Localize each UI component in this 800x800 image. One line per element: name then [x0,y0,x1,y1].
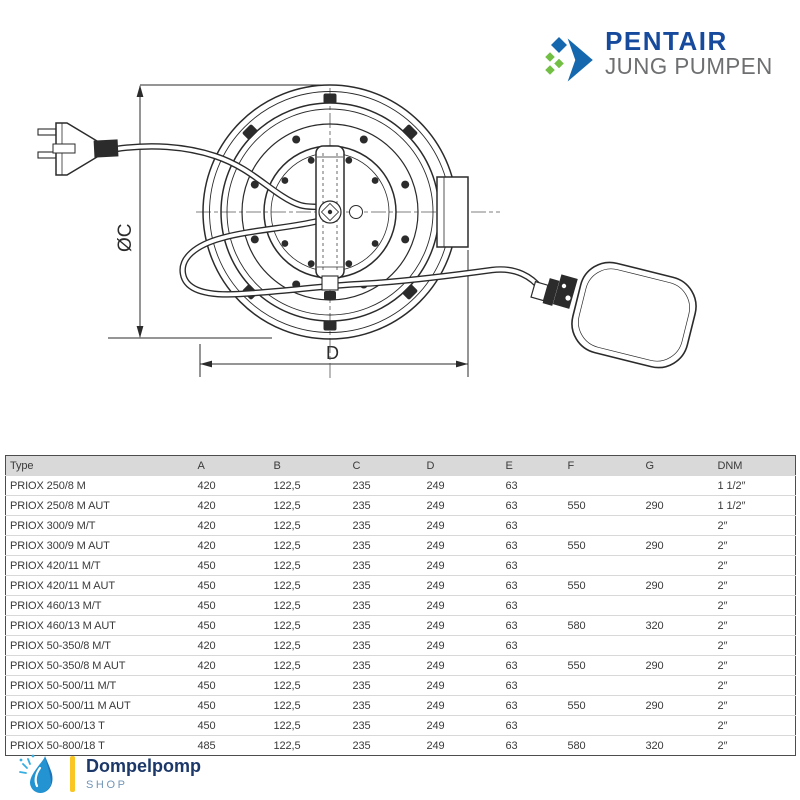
dimensions-table [5,455,796,756]
table-row [6,596,796,616]
value-cell: 290 [645,499,664,512]
discharge-outlet [437,177,468,247]
dim-label-d: D [326,343,339,363]
type-cell: PRIOX 50-500/11 M AUT [10,699,131,712]
table-row [6,636,796,656]
value-cell: 420 [197,519,216,532]
value-cell: 249 [426,539,445,552]
value-cell: 580 [567,619,586,632]
value-cell: 249 [426,499,445,512]
value-cell: 2″ [717,699,728,712]
value-cell: 63 [505,579,518,592]
value-cell: 249 [426,519,445,532]
value-cell: 63 [505,559,518,572]
value-cell: 249 [426,619,445,632]
value-cell: 550 [567,579,586,592]
value-cell: 2″ [717,679,728,692]
type-cell: PRIOX 420/11 M AUT [10,579,115,592]
value-cell: 122,5 [273,679,301,692]
value-cell: 249 [426,479,445,492]
column-header: B [270,456,349,476]
value-cell: 2″ [717,559,728,572]
value-cell: 122,5 [273,719,301,732]
column-header: DNM [714,456,796,476]
shop-subtitle: SHOP [86,778,128,791]
value-cell: 420 [197,479,216,492]
mains-plug [38,123,118,175]
value-cell: 320 [645,739,664,752]
value-cell: 63 [505,679,518,692]
column-header: A [194,456,270,476]
value-cell: 420 [197,639,216,652]
value-cell: 420 [197,539,216,552]
type-cell: PRIOX 50-350/8 M/T [10,639,111,652]
value-cell: 235 [352,619,371,632]
table-header-row [6,456,796,476]
type-cell: PRIOX 300/9 M/T [10,519,96,532]
column-header: E [502,456,564,476]
value-cell: 63 [505,599,518,612]
type-cell: PRIOX 300/9 M AUT [10,539,110,552]
value-cell: 122,5 [273,519,301,532]
value-cell: 249 [426,679,445,692]
value-cell: 450 [197,619,216,632]
value-cell [564,716,642,736]
value-cell [564,556,642,576]
table-row [6,476,796,496]
value-cell: 63 [505,479,518,492]
value-cell: 63 [505,539,518,552]
value-cell: 63 [505,639,518,652]
value-cell [564,476,642,496]
value-cell: 122,5 [273,499,301,512]
value-cell [642,596,714,616]
lifting-handle [316,146,344,300]
value-cell [564,676,642,696]
value-cell: 2″ [717,719,728,732]
type-cell: PRIOX 460/13 M AUT [10,619,116,632]
logo-divider-bar [70,756,75,792]
value-cell: 235 [352,659,371,672]
value-cell: 450 [197,579,216,592]
value-cell: 235 [352,479,371,492]
value-cell: 235 [352,699,371,712]
float-switch [566,256,703,374]
shop-name: Dompelpomp [86,756,201,777]
type-cell: PRIOX 460/13 M/T [10,599,102,612]
value-cell: 63 [505,519,518,532]
value-cell: 235 [352,579,371,592]
value-cell: 122,5 [273,579,301,592]
pentair-wordmark [605,28,778,78]
brand-subtitle: JUNG PUMPEN [605,53,773,79]
value-cell: 320 [645,619,664,632]
value-cell: 122,5 [273,739,301,752]
value-cell: 235 [352,679,371,692]
value-cell: 2″ [717,579,728,592]
value-cell: 249 [426,639,445,652]
value-cell [564,636,642,656]
value-cell: 2″ [717,599,728,612]
value-cell: 122,5 [273,619,301,632]
value-cell: 235 [352,539,371,552]
column-header: G [642,456,714,476]
value-cell: 1 1/2″ [717,499,746,512]
value-cell: 450 [197,719,216,732]
value-cell: 2″ [717,539,728,552]
value-cell: 235 [352,519,371,532]
dim-label-oc: ØC [115,223,136,252]
table-row [6,676,796,696]
column-header: D [423,456,502,476]
value-cell: 2″ [717,739,728,752]
value-cell: 550 [567,539,586,552]
pentair-arrow-icon [544,30,596,88]
value-cell: 290 [645,579,664,592]
value-cell: 550 [567,499,586,512]
type-cell: PRIOX 50-600/13 T [10,719,105,732]
value-cell: 2″ [717,519,728,532]
value-cell: 249 [426,699,445,712]
value-cell: 450 [197,599,216,612]
table-body [6,476,796,756]
table-row [6,656,796,676]
type-cell: PRIOX 250/8 M AUT [10,499,110,512]
value-cell: 63 [505,719,518,732]
shop-wordmark [86,757,201,791]
value-cell [642,636,714,656]
value-cell: 63 [505,659,518,672]
value-cell [642,716,714,736]
brand-name: PENTAIR [605,26,728,56]
value-cell: 235 [352,599,371,612]
value-cell: 249 [426,739,445,752]
dimension-diameter-c [108,85,332,338]
value-cell [642,476,714,496]
table-row [6,496,796,516]
flange-hole [350,206,363,219]
power-cable [116,146,319,207]
type-cell: PRIOX 250/8 M [10,479,86,492]
table-row [6,536,796,556]
value-cell: 420 [197,659,216,672]
pentair-logo [544,28,778,88]
value-cell: 122,5 [273,699,301,712]
value-cell: 249 [426,599,445,612]
value-cell: 2″ [717,639,728,652]
value-cell: 122,5 [273,599,301,612]
value-cell: 290 [645,699,664,712]
value-cell [564,596,642,616]
value-cell [642,516,714,536]
float-cable [183,221,541,294]
value-cell: 235 [352,499,371,512]
value-cell: 580 [567,739,586,752]
table-row [6,556,796,576]
value-cell: 450 [197,699,216,712]
value-cell: 450 [197,679,216,692]
water-drop-icon [16,751,62,797]
value-cell: 122,5 [273,559,301,572]
type-cell: PRIOX 50-350/8 M AUT [10,659,126,672]
value-cell: 63 [505,699,518,712]
value-cell: 235 [352,739,371,752]
value-cell: 63 [505,499,518,512]
table-row [6,516,796,536]
value-cell: 485 [197,739,216,752]
value-cell: 249 [426,559,445,572]
value-cell: 122,5 [273,639,301,652]
value-cell [642,556,714,576]
value-cell: 235 [352,559,371,572]
type-cell: PRIOX 420/11 M/T [10,559,101,572]
value-cell: 122,5 [273,659,301,672]
value-cell: 420 [197,499,216,512]
value-cell: 249 [426,579,445,592]
value-cell: 63 [505,619,518,632]
value-cell: 2″ [717,619,728,632]
value-cell: 550 [567,699,586,712]
dompelpomp-shop-logo [16,751,201,797]
table-row [6,576,796,596]
type-cell: PRIOX 50-800/18 T [10,739,105,752]
value-cell: 122,5 [273,479,301,492]
column-header: Type [6,456,194,476]
value-cell: 122,5 [273,539,301,552]
value-cell: 2″ [717,659,728,672]
table-row [6,696,796,716]
value-cell: 63 [505,739,518,752]
value-cell: 249 [426,659,445,672]
table-row [6,616,796,636]
value-cell: 450 [197,559,216,572]
column-header: F [564,456,642,476]
value-cell: 235 [352,639,371,652]
value-cell: 290 [645,659,664,672]
value-cell: 1 1/2″ [717,479,746,492]
value-cell: 290 [645,539,664,552]
column-header: C [349,456,423,476]
table-row [6,716,796,736]
value-cell [642,676,714,696]
type-cell: PRIOX 50-500/11 M/T [10,679,117,692]
value-cell: 249 [426,719,445,732]
value-cell: 235 [352,719,371,732]
value-cell [564,516,642,536]
float-connector [531,274,578,308]
value-cell: 550 [567,659,586,672]
